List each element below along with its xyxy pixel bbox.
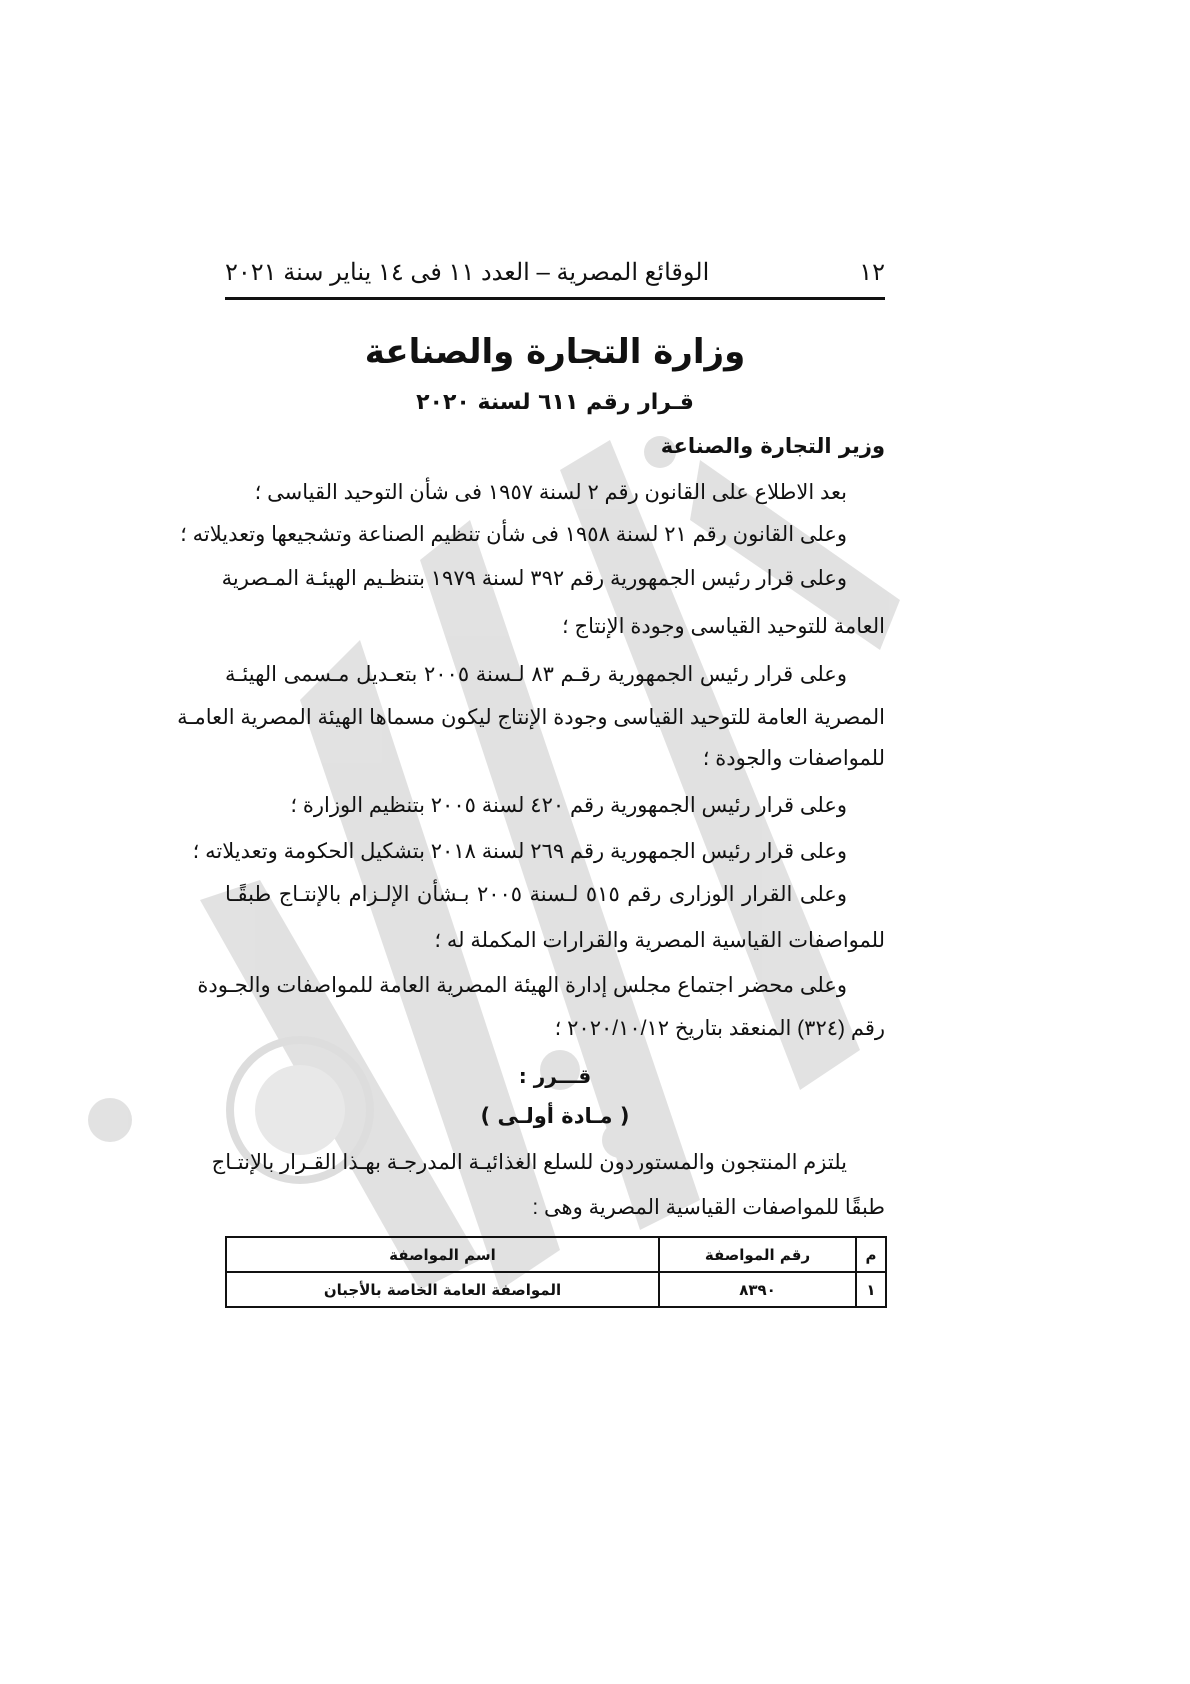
preamble-line: بعد الاطلاع على القانون رقم ٢ لسنة ١٩٥٧ فى شأن التوحيد القياسى ؛ (254, 481, 847, 504)
col-standard-number: رقم المواصفة (659, 1237, 856, 1272)
preamble-line: وعلى قرار رئيس الجمهورية رقم ٢٦٩ لسنة ٢٠١٨ بتشكيل الحكومة وتعديلاته ؛ (192, 840, 847, 863)
preamble-line: وعلى محضر اجتماع مجلس إدارة الهيئة المصرية العامة للمواصفات والجـودة (197, 974, 847, 997)
preamble-line: وعلى قرار رئيس الجمهورية رقم ٤٢٠ لسنة ٢٠٠٥ بتنظيم الوزارة ؛ (290, 794, 847, 817)
preamble-line: رقم (٣٢٤) المنعقد بتاريخ ٢٠٢٠/١٠/١٢ ؛ (554, 1017, 885, 1040)
article-line: طبقًا للمواصفات القياسية المصرية وهى : (532, 1196, 885, 1219)
minister-heading: وزير التجارة والصناعة (660, 434, 885, 458)
preamble-line: للمواصفات القياسية المصرية والقرارات المكملة له ؛ (434, 929, 885, 952)
preamble-line: وعلى القانون رقم ٢١ لسنة ١٩٥٨ فى شأن تنظيم الصناعة وتشجيعها وتعديلاته ؛ (180, 523, 847, 546)
table-header-row (226, 1237, 886, 1272)
page-number: ١٢ (859, 258, 885, 286)
article-heading: ( مـادة أولـى ) (480, 1104, 630, 1128)
table-row (226, 1272, 886, 1307)
standard-number: ٨٣٩٠ (659, 1272, 856, 1307)
publication-info: الوقائع المصرية – العدد ١١ فى ١٤ يناير سنة ٢٠٢١ (225, 258, 710, 286)
header-rule (225, 297, 885, 300)
preamble-line: للمواصفات والجودة ؛ (702, 747, 885, 770)
preamble-line: وعلى القرار الوزارى رقم ٥١٥ لـسنة ٢٠٠٥ بـشأن الإلـزام بالإنتـاج طبقًـا (225, 883, 847, 906)
preamble-line: وعلى قرار رئيس الجمهورية رقم ٣٩٢ لسنة ١٩٧٩ بتنظـيم الهيئـة المـصرية (221, 567, 847, 590)
standard-name: المواصفة العامة الخاصة بالأجبان (226, 1272, 659, 1307)
decree-number: قـرار رقم ٦١١ لسنة ٢٠٢٠ (416, 390, 694, 415)
col-standard-name: اسم المواصفة (226, 1237, 659, 1272)
decides-heading: قـــرر : (518, 1064, 592, 1088)
standards-table (225, 1236, 887, 1308)
preamble-line: العامة للتوحيد القياسى وجودة الإنتاج ؛ (562, 615, 885, 638)
col-index: م (856, 1237, 886, 1272)
preamble-line: المصرية العامة للتوحيد القياسى وجودة الإنتاج ليكون مسماها الهيئة المصرية العامـة (177, 706, 885, 729)
row-index: ١ (856, 1272, 886, 1307)
article-line: يلتزم المنتجون والمستوردون للسلع الغذائيـة المدرجـة بهـذا القـرار بالإنتـاج (211, 1151, 847, 1174)
ministry-title: وزارة التجارة والصناعة (364, 332, 746, 372)
page-header (225, 252, 885, 292)
preamble-line: وعلى قرار رئيس الجمهورية رقـم ٨٣ لـسنة ٢٠٠٥ بتعـديل مـسمى الهيئـة (225, 663, 847, 686)
